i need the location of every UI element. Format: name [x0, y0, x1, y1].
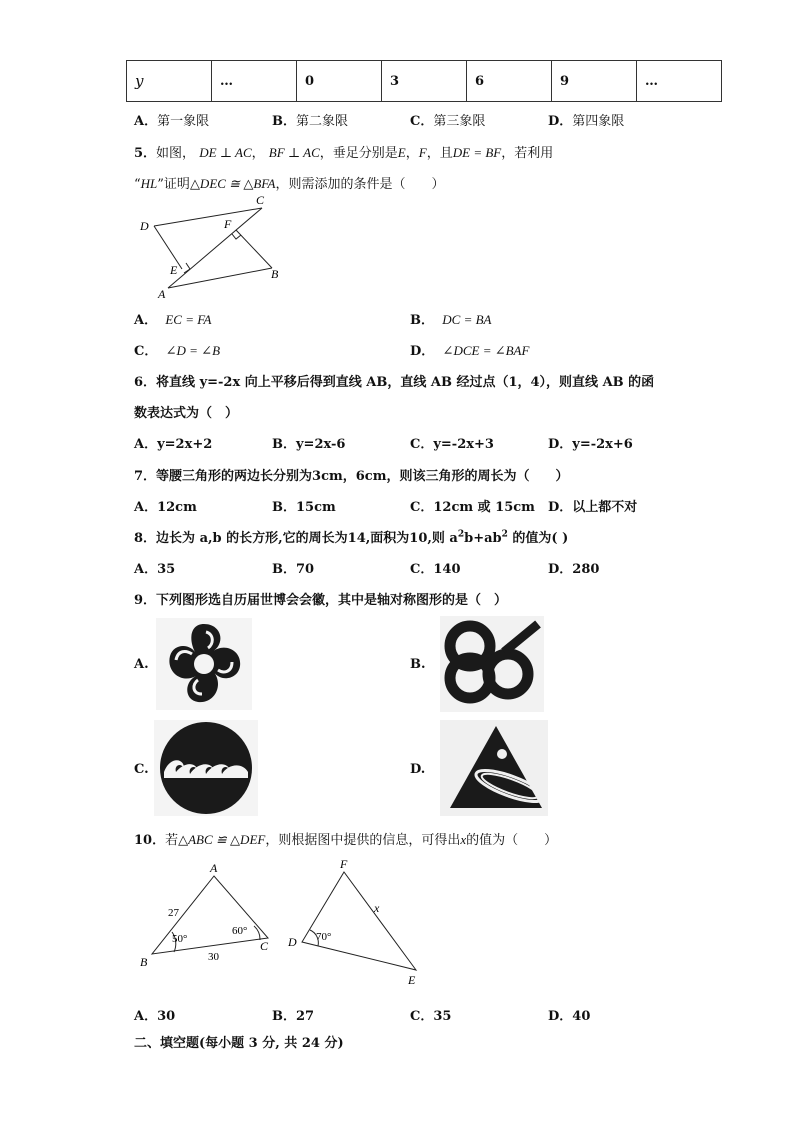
q6-option-c: C．y=-2x+3 [410, 437, 494, 452]
q9-line: 9．下列图形选自历届世博会会徽，其中是轴对称图形的是（ ） [134, 593, 508, 608]
q10-option-c: C．35 [410, 1009, 452, 1024]
q9-option-d-label: D. [410, 762, 426, 777]
fig-label-b: B [271, 267, 279, 281]
q8-option-c: C．140 [410, 562, 461, 577]
q8-option-a: A．35 [134, 562, 176, 577]
q4-option-a: A．第一象限 [134, 114, 210, 129]
q5-option-c: C． ∠D = ∠B [134, 343, 221, 359]
fig-angle-d: 70° [316, 931, 332, 943]
table-row [127, 61, 722, 102]
q7-option-d: D．以上都不对 [548, 500, 638, 515]
q5-option-a: A． EC = FA [134, 312, 212, 328]
fig-label-f: F [224, 217, 232, 231]
triangle-emblem-icon [440, 720, 548, 816]
table-cell: y [127, 61, 212, 102]
table-cell: … [637, 61, 722, 102]
fig-label-a: A [158, 287, 166, 301]
q7-option-b: B．15cm [272, 500, 336, 515]
q9-option-c-label: C. [134, 762, 149, 777]
q5-line2: “HL”证明△DEC ≅ △BFA，则需添加的条件是（ ） [134, 176, 445, 192]
q10-line: 10．若△ABC ≌ △DEF，则根据图中提供的信息，可得出x的值为（ ） [134, 832, 558, 848]
q9-option-b-label: B. [410, 657, 426, 672]
q4-option-d: D．第四象限 [548, 114, 625, 129]
q4-option-b: B．第二象限 [272, 114, 349, 129]
q10-option-a: A．30 [134, 1009, 176, 1024]
flower-emblem-icon [156, 618, 252, 710]
q7-line: 7．等腰三角形的两边长分别为3cm，6cm，则该三角形的周长为（ ） [134, 469, 569, 484]
fig-label-f: F [340, 857, 348, 871]
table-cell: 9 [552, 61, 637, 102]
fig-label-c: C [260, 939, 269, 953]
q8-line: 8．边长为 a,b 的长方形,它的周长为14,面积为10,则 $a^2b+ab^2$ 的值为( ) [134, 529, 569, 546]
q7-option-a: A．12cm [134, 500, 197, 515]
wave-emblem-icon [154, 720, 258, 816]
q6-option-a: A．y=2x+2 [134, 437, 213, 452]
q9-option-a-label: A. [134, 657, 149, 672]
rings-emblem-icon [440, 616, 544, 712]
q6-line1: 6．将直线 y=-2x 向上平移后得到直线 AB，直线 AB 经过点（1，4），则直线 AB 的函 [134, 375, 655, 390]
fig-side-bc: 30 [208, 951, 219, 963]
fig-angle-c: 60° [232, 925, 248, 937]
q10-option-d: D．40 [548, 1009, 591, 1024]
fig-label-d: D [140, 219, 149, 233]
q5-figure [136, 192, 296, 304]
fig-label-b: B [140, 955, 148, 969]
q4-option-c: C．第三象限 [410, 114, 486, 129]
fig-label-a: A [210, 861, 218, 875]
q5-line1: 5．如图， DE ⊥ AC， BF ⊥ AC，垂足分别是E，F，且DE = BF，若利用 [134, 145, 554, 161]
q6-line2: 数表达式为（ ） [134, 406, 239, 421]
q8-option-d: D．280 [548, 562, 600, 577]
table-cell: 6 [467, 61, 552, 102]
q5-option-b: B． DC = BA [410, 312, 492, 328]
q6-option-d: D．y=-2x+6 [548, 437, 633, 452]
value-table [126, 60, 722, 102]
q6-option-b: B．y=2x-6 [272, 437, 346, 452]
fig-label-e: E [408, 973, 416, 987]
fig-side-ab: 27 [168, 907, 179, 919]
q10-figure [134, 856, 434, 990]
table-cell: … [212, 61, 297, 102]
fig-label-e: E [170, 263, 178, 277]
fig-label-c: C [256, 193, 265, 207]
table-cell: 3 [382, 61, 467, 102]
q5-option-d: D． ∠DCE = ∠BAF [410, 343, 530, 359]
fig-angle-b: 50° [172, 933, 188, 945]
q7-option-c: C．12cm 或 15cm [410, 500, 535, 515]
fig-label-x: x [374, 901, 380, 915]
q8-option-b: B．70 [272, 562, 315, 577]
section-title: 二、填空题(每小题 3 分, 共 24 分) [134, 1036, 344, 1051]
fig-label-d: D [288, 935, 297, 949]
table-cell: 0 [297, 61, 382, 102]
q10-option-b: B．27 [272, 1009, 315, 1024]
